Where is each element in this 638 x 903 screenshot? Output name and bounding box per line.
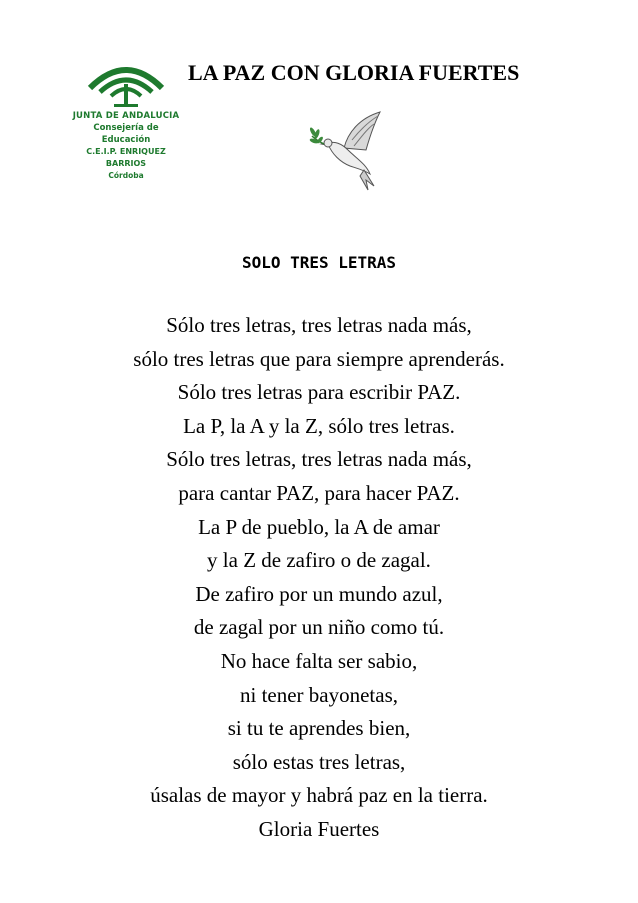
- poem-line: ni tener bayonetas,: [239, 682, 399, 707]
- poem-line: La P de pueblo, la A de amar: [198, 514, 440, 539]
- logo-line-junta: JUNTA DE ANDALUCIA: [72, 111, 180, 121]
- poem-line: si tu te aprendes bien,: [227, 716, 411, 741]
- poem-line: Sólo tres letras para escribir PAZ.: [177, 380, 461, 405]
- poem-line: sólo tres letras que para siempre aprenderás.: [133, 346, 505, 371]
- poem-line: No hace falta ser sabio,: [220, 648, 418, 673]
- poem-line: Sólo tres letras, tres letras nada más,: [166, 313, 472, 337]
- dove-icon: [308, 110, 388, 192]
- poem-line: Sólo tres letras, tres letras nada más,: [166, 447, 472, 472]
- poem-line: De zafiro por un mundo azul,: [195, 581, 443, 606]
- poem-line: y la Z de zafiro o de zagal.: [207, 548, 431, 573]
- poem-line: sólo estas tres letras,: [232, 749, 406, 774]
- poem-body: [0, 309, 638, 847]
- junta-andalucia-logo: [70, 58, 182, 178]
- logo-line-consejeria: Consejería de Educación: [93, 123, 159, 145]
- poem-author: Gloria Fuertes: [258, 816, 380, 841]
- poem-line: úsalas de mayor y habrá paz en la tierra.: [150, 783, 488, 808]
- poem-line: La P, la A y la Z, sólo tres letras.: [183, 413, 455, 438]
- poem-title: SOLO TRES LETRAS: [241, 253, 397, 272]
- poem-line: para cantar PAZ, para hacer PAZ.: [178, 480, 460, 505]
- page-title: LA PAZ CON GLORIA FUERTES: [188, 60, 520, 85]
- logo-line-school: C.E.I.P. ENRIQUEZ BARRIOS: [86, 147, 166, 168]
- junta-emblem-icon: [84, 58, 168, 108]
- logo-line-city: Córdoba: [108, 171, 144, 180]
- poem-line: de zagal por un niño como tú.: [193, 615, 445, 640]
